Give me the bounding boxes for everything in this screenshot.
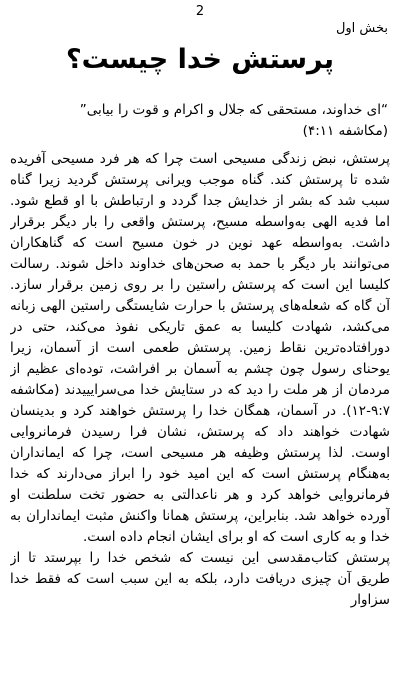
epigraph [18,100,388,142]
page-number: 2 [195,4,205,19]
epigraph-reference: (مکاشفه ۴:۱۱) [302,123,388,139]
chapter-title: پرستش خدا چیست؟ [66,44,334,75]
epigraph-quote: “ای خداوند، مستحقی که جلال و اکرام و قوت را بیابی” [79,102,388,118]
body-paragraph: پرستش، نبض زندگی مسیحی است چرا که هر فرد مسیحی آفریده شده تا پرستش کند. گناه موجب ویرانی پرستش گردید زیرا گناه سبب شد که بشر از خدایش جدا گردد و ارتباطش با او قطع شود. اما فدیه الهی به‌واسطه مسیح، پرستش واقعی را بار دیگر برقرار داشت. به‌واسطه عهد نوین در خون مسیح است که گناهکاران می‌توانند بار دیگر با حمد به صحن‌های خداوند داخل شوند. رسالت کلیسا این است که پرستش راستین را بر روی زمین برقرار سازد. آن گاه که شعله‌های پرستش با حرارت شایستگی راستین الهی زبانه می‌کشد، شهادت کلیسا به عمق تاریکی نفوذ می‌کند، حتی در دورافتاده‌ترین نقاط زمین. پرستش طعمی است از آسمان، زیرا یوحنای رسول چون چشم به آسمان بر افراشت، توده‌ای عظیم از مردمان از هر ملت را دید که در ستایش خدا می‌سرایییدند (مکاشفه ۹:۷-۱۲). در آسمان، همگان خدا را پرستش خواهند کرد و بدینسان شهادت خواهند داد که پرستش، نشان فرا رسیدن فرمانروایی اوست. لذا پرستش وظیفه هر مسیحی است، چرا که ایمانداران به‌هنگام پرستش است که این امید خود را ابراز می‌دارند که خدا فرمانروایی خواهد کرد و هر ناعدالتی به حضور تخت سلطنت او آورده خواهد شد. بنابراین، پرستش همانا واکنش مثبت ایمانداران به خدا و به کاری است که او برای ایشان انجام داده است. [10,151,390,545]
body-paragraph: پرستش کتاب‌مقدسی این نیست که شخص خدا را بپرستد تا از طریق آن چیزی دریافت دارد، بلکه به این سبب است که فقط خدا سزاوار [10,550,390,608]
section-label: بخش اول [335,21,388,36]
body-text [10,149,390,671]
